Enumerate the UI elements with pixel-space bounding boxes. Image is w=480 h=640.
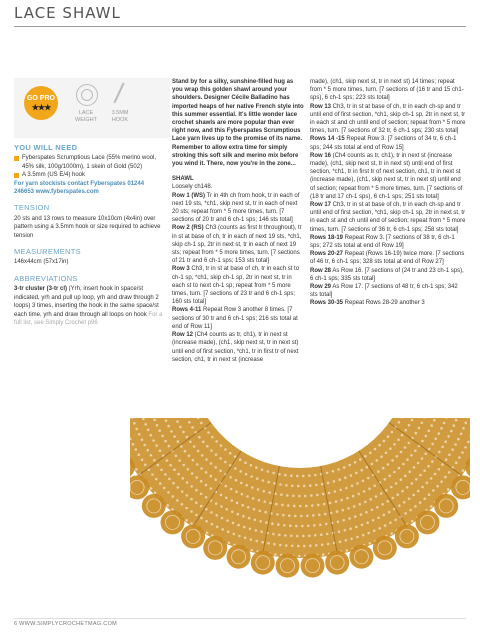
row-text: As Row 16. [7 sections of (24 tr and 23 ch-1 sps), 6 ch-1 sps; 335 sts total] bbox=[310, 267, 464, 282]
abbreviation-entry bbox=[14, 285, 164, 327]
sidebar-info bbox=[14, 144, 164, 327]
row-3 bbox=[172, 265, 304, 306]
row-text: Repeat (Rows 16-19) twice more. [7 sections of 46 tr, 6 ch-1 sps; 328 sts total at end of Row 27] bbox=[310, 251, 465, 266]
row-label: Row 3 bbox=[172, 266, 190, 273]
yarn-weight-label: LACE WEIGHT bbox=[75, 110, 97, 123]
badge-label: GO PRO bbox=[26, 95, 55, 102]
start-instruction: Loosely ch148. bbox=[172, 184, 213, 191]
abbreviation-term: 3-tr cluster (3-tr cl) bbox=[14, 286, 68, 293]
rows-4-11 bbox=[172, 306, 304, 331]
row-text: Ch3, tr in st at base of ch, tr in each ch-sp and tr until end of first section, *ch1, skip ch-1 sp, 2tr in next st, tr in each st and ch until end of section; repeat from * 5 more times, turn. [7 sections of 36 tr, 6 ch-1 sps; 258 sts total] bbox=[310, 202, 466, 233]
row-label: Row 29 bbox=[310, 284, 332, 291]
row-text: Repeat Row 3. [7 sections of 34 tr, 6 ch-1 sps; 244 sts total at end of Row 15] bbox=[310, 136, 457, 151]
full-list-note: For a full list, see Simply Crochet p96 bbox=[14, 311, 163, 326]
row-12-continued: made), (ch1, skip next st, tr in next st) 14 times; repeat from * 5 more times, turn. [7 sections of (16 tr and 15 ch1-sps), 6 ch-1 sps; 223 sts total] bbox=[310, 79, 464, 102]
row-28 bbox=[310, 267, 466, 283]
row-text: Ch3, tr in st at base of ch, tr in each ch-sp and tr until end of first section, *ch1, skip ch-1 sp, 2tr in next st, tr in each st and ch until end of section; repeat from * 5 more times, turn. [7 sections of 32 tr, 6 ch-1 sps; 230 sts total] bbox=[310, 103, 466, 135]
page-header bbox=[14, 4, 466, 22]
row-text: Tr in 4th ch from hook, tr in each of next 19 sts, *ch1, skip next st, tr in each of next 20 sts; repeat from * 5 more times, turn. [7 sections of 20 tr and 6 ch-1 sps; 146 sts total] bbox=[172, 192, 300, 224]
row-text: Repeat Row 3. [7 sections of 38 tr, 6 ch-1 sps; 272 sts total at end of Row 19] bbox=[310, 234, 455, 250]
row-17 bbox=[310, 201, 466, 234]
rows-14-15 bbox=[310, 135, 466, 151]
row-12 bbox=[172, 331, 304, 364]
stockists-text: For yarn stockists contact Fyberspates 01244 246653 www.fyberspates.com bbox=[14, 180, 145, 196]
row-label: Row 13 bbox=[310, 103, 332, 110]
row-label: Rows 20-27 bbox=[310, 251, 344, 258]
yarn-ball-icon bbox=[76, 84, 98, 106]
measurements-text: 146x44cm (57x17in) bbox=[14, 259, 69, 266]
row-text: (Ch4 counts as tr, ch1), tr in next st (increase made), (ch1, skip next st, tr in next st) until end of first section, *ch1, tr in first tr of next section, ch1, tr in next st (increase made), (ch1, skip next st, tr in next st) until end of section; repeat from * 5 more times, turn. [7 sections of (18 tr and 17 ch-1 sps), 6 ch-1 sps; 251 sts total] bbox=[310, 152, 463, 200]
you-will-need-heading: YOU WILL NEED bbox=[14, 143, 78, 152]
row-label: Row 12 bbox=[172, 332, 194, 339]
row-label: Rows 4-11 bbox=[172, 307, 202, 314]
difficulty-badge bbox=[24, 86, 58, 120]
row-text: Repeat Rows 28-29 another 3 bbox=[343, 300, 425, 307]
tension-text: 20 sts and 13 rows to measure 10x10cm (4x4in) over pattern using a 3.5mm hook or size required to achieve tension bbox=[14, 215, 161, 239]
row-1 bbox=[172, 192, 304, 225]
abbreviation-definition: (Yrh, insert hook in space/st indicated, yrh and pull up loop, yrh and draw through 2 loops) 3 times, inserting the hook in the same space/st each time, yrh and draw through all loops on hook bbox=[14, 286, 159, 318]
rows-20-27 bbox=[310, 250, 466, 266]
row-label: Rows 14 -15 bbox=[310, 136, 345, 143]
shawl-photo bbox=[130, 418, 470, 618]
shawl-heading: SHAWL bbox=[172, 176, 194, 183]
row-13 bbox=[310, 103, 466, 136]
row-label: Rows 18-19 bbox=[310, 234, 344, 241]
row-2 bbox=[172, 224, 304, 265]
hook-text: A 3.5mm (US E/4) hook bbox=[22, 172, 86, 179]
square-bullet-icon bbox=[14, 156, 19, 161]
tension-heading: TENSION bbox=[14, 203, 50, 213]
intro-paragraph: Stand by for a silky, sunshine-filled hug as you wrap this golden shawl around your shoulders. Designer Cécile Balladino has imported heaps of her native French style into this summer essential. It's little wonder lace crochet shawls are more popular than ever right now, and this Fyberspates Scrumptious Lace yarn lives up to the promise of its name. Remember to allow extra time for simply stroking this soft silk and merino mix before you wind it. There, now you're in the zone... bbox=[172, 79, 304, 168]
row-16 bbox=[310, 152, 466, 201]
star-icons: ★★★ bbox=[31, 103, 51, 112]
crochet-hook-icon bbox=[113, 83, 124, 104]
row-text: As Row 17. [7 sections of 48 tr, 6 ch-1 sps; 342 sts total] bbox=[310, 284, 458, 299]
header-rule bbox=[14, 26, 466, 27]
row-text: Ch3, tr in st at base of ch, tr in each st to ch-1 sp, *ch1, skip ch-1 sp, 2tr in next st, tr in each st to next ch-1 sp; repeat from * 5 more times, turn. [7 sections of 23 tr and 6 ch-1 sps; 160 sts total] bbox=[172, 266, 300, 306]
row-text: Ch3 (counts as first tr throughout), tr in st at base of ch, tr in each of next 19 sts, *ch1, skip ch-1 sp, 2tr in next st, tr in each of next 19 sts; repeat from * 5 more times, turn. [7 sections of 21 tr and 6 ch-1 sps; 153 sts total] bbox=[172, 225, 302, 265]
row-text: (Ch4 counts as tr, ch1), tr in next st (increase made), (ch1, skip next st, tr in next st) until end of first section, *ch1, tr in first tr of next section, ch1, tr in next st (increase bbox=[172, 332, 299, 363]
rows-18-19 bbox=[310, 234, 466, 250]
row-text: Repeat Row 3 another 8 times. [7 sections of 30 tr and 6 ch-1 sps; 216 sts total at end of Row 11] bbox=[172, 307, 298, 330]
page-footer: 6 WWW.SIMPLYCROCHETMAG.COM bbox=[14, 621, 118, 627]
row-label: Row 16 bbox=[310, 152, 332, 159]
hook-size-label: 3.5MM HOOK bbox=[111, 110, 129, 123]
square-bullet-icon bbox=[14, 173, 19, 178]
pattern-column-1 bbox=[172, 78, 304, 364]
row-label: Rows 30-35 bbox=[310, 300, 344, 307]
hook-bullet bbox=[14, 171, 164, 179]
rows-30-35 bbox=[310, 299, 466, 307]
row-label: Row 2 (RS) bbox=[172, 225, 204, 232]
pattern-column-2 bbox=[310, 78, 466, 308]
measurements-heading: MEASUREMENTS bbox=[14, 247, 81, 257]
row-29 bbox=[310, 283, 466, 299]
footer-rule bbox=[14, 618, 466, 619]
yarn-text: Fyberspates Scrumptious Lace (55% merino wool, 45% silk, 100g/1000m), 1 skein of Gold (502) bbox=[22, 155, 157, 170]
level-box bbox=[14, 78, 170, 138]
abbreviations-heading: ABBREVIATIONS bbox=[14, 273, 78, 283]
row-label: Row 1 (WS) bbox=[172, 192, 205, 199]
yarn-bullet bbox=[14, 154, 164, 171]
page-title: LACE SHAWL bbox=[14, 4, 121, 22]
row-label: Row 28 bbox=[310, 267, 332, 274]
row-label: Row 17 bbox=[310, 202, 332, 209]
